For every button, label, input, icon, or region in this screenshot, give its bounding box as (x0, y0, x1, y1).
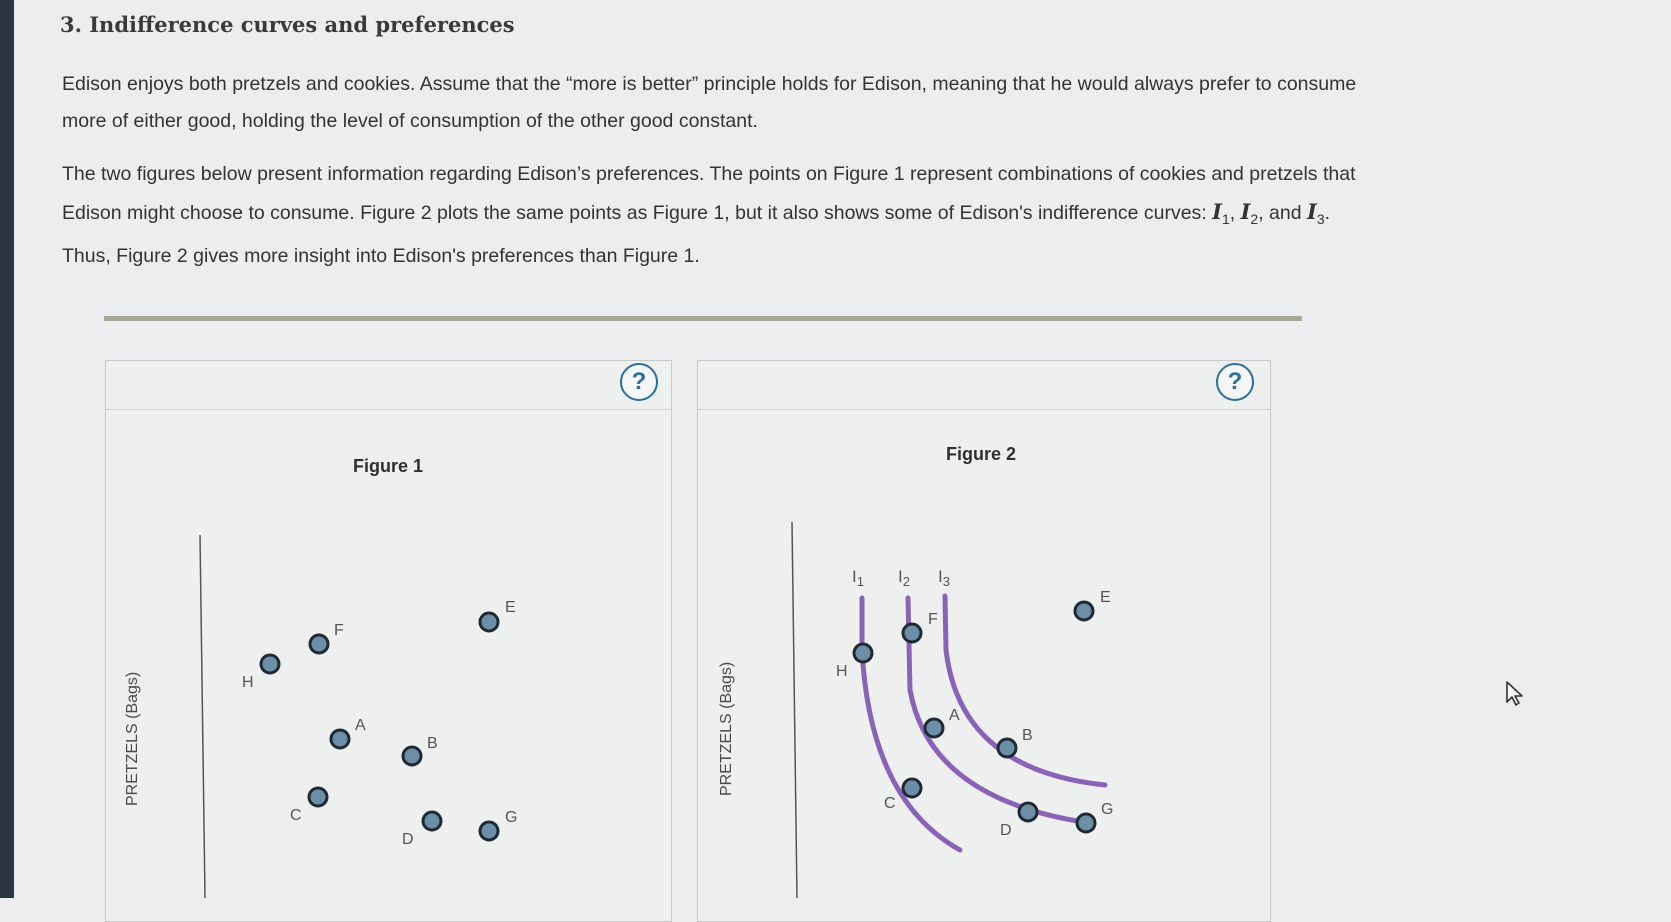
figure-2-point-h[interactable] (854, 644, 872, 662)
figure-2-title: Figure 2 (946, 444, 1017, 464)
figure-2-point-label-c: C (884, 795, 896, 812)
figure-2-y-axis (792, 522, 797, 898)
figure-2-help-icon[interactable]: ? (1216, 363, 1254, 401)
figure-2-point-label-g: G (1101, 801, 1114, 818)
figure-1-point-label-c: C (290, 807, 302, 824)
figures-line-3: Thus, Figure 2 gives more insight into Edison's preferences than Figure 1. (62, 244, 700, 267)
figure-2-point-label-f: F (928, 611, 938, 628)
figure-1-point-f[interactable] (310, 635, 328, 653)
figure-2-point-label-a: A (949, 707, 960, 724)
figure-1-point-b[interactable] (403, 747, 421, 765)
figure-1-y-axis-label: PRETZELS (Bags) (124, 671, 141, 806)
figure-1-point-label-f: F (334, 622, 344, 639)
figure-2-point-e[interactable] (1075, 602, 1093, 620)
figure-2-point-f[interactable] (903, 624, 921, 642)
question-heading: 3. Indifference curves and preferences (60, 12, 515, 37)
figure-1-point-label-a: A (355, 717, 366, 734)
figure-2-point-c[interactable] (903, 779, 921, 797)
figure-2-point-label-e: E (1100, 589, 1111, 606)
figure-1-point-c[interactable] (309, 788, 327, 806)
curve-symbol-1: I (1212, 199, 1222, 224)
figure-2-point-d[interactable] (1019, 803, 1037, 821)
figure-2-point-a[interactable] (925, 719, 943, 737)
figure-2-point-g[interactable] (1077, 814, 1095, 832)
figure-2-plot (792, 522, 1113, 898)
figure-1-point-a[interactable] (331, 730, 349, 748)
figure-1-point-h[interactable] (261, 655, 279, 673)
indifference-curve-2 (908, 598, 1090, 823)
figure-2-point-label-d: D (1000, 822, 1012, 839)
curve-symbol-3: I (1307, 199, 1317, 224)
figure-1-point-label-h: H (242, 674, 254, 691)
curve-label-1: $I_1$ (852, 567, 864, 589)
figure-1-point-label-b: B (427, 735, 438, 752)
figure-1-point-e[interactable] (480, 613, 498, 631)
figure-2-y-axis-label: PRETZELS (Bags) (718, 661, 735, 796)
intro-line-1: Edison enjoys both pretzels and cookies. Assume that the “more is better” principle holds for Edison, meaning that he would always prefer to consume (62, 73, 1357, 95)
figures-line-2: Edison might choose to consume. Figure 2 plots the same points as Figure 1, but it also shows some of Edison's indifference curves: $I_1$, $I_2$, and $I_3$. (62, 199, 1331, 227)
figure-2-point-label-b: B (1022, 727, 1033, 744)
figure-1-plot (200, 535, 517, 898)
figure-2-point-label-h: H (836, 663, 848, 680)
curve-label-3: $I_3$ (938, 567, 950, 589)
figure-1-point-d[interactable] (423, 812, 441, 830)
figure-1-point-label-d: D (402, 831, 414, 848)
mouse-cursor-icon (1505, 680, 1527, 706)
figure-1-y-axis (200, 535, 205, 898)
curve-symbol-2: I (1240, 199, 1251, 224)
figure-2-point-b[interactable] (998, 739, 1016, 757)
curve-label-2: $I_2$ (898, 567, 910, 589)
figure-1-point-g[interactable] (480, 822, 498, 840)
figure-1-point-label-e: E (505, 599, 516, 616)
intro-line-2: more of either good, holding the level of consumption of the other good constant. (62, 110, 758, 132)
figures-line-1: The two figures below present information regarding Edison’s preferences. The points on Figure 1 represent combinations of cookies and pretzels that (62, 163, 1356, 185)
figure-1-title: Figure 1 (353, 456, 424, 476)
indifference-curve-3 (945, 596, 1105, 785)
figure-1-help-icon[interactable]: ? (620, 363, 658, 401)
figure-1-point-label-g: G (505, 809, 518, 826)
